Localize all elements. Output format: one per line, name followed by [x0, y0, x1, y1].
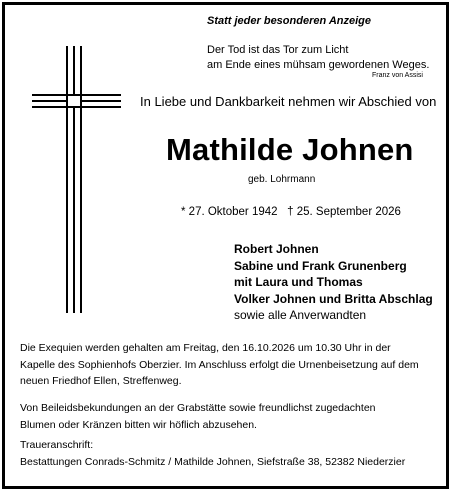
quote-line: Der Tod ist das Tor zum Licht	[207, 44, 349, 56]
cross-icon	[66, 46, 82, 313]
address-label: Traueranschrift:	[20, 439, 94, 451]
motto-heading: Statt jeder besonderen Anzeige	[207, 15, 372, 27]
address-line: Bestattungen Conrads-Schmitz / Mathilde Johnen, Siefstraße 38, 52382 Niederzier	[20, 455, 406, 468]
paragraph-line: Kapelle des Sophienhofs Oberzier. Im Anschluss erfolgt die Urnenbeisetzung auf dem	[20, 358, 419, 371]
paragraph-line: Die Exequien werden gehalten am Freitag, den 16.10.2026 um 10.30 Uhr in der	[20, 342, 391, 354]
paragraph-line: neuen Friedhof Ellen, Streffenweg.	[20, 375, 182, 387]
exequies-paragraph	[20, 340, 419, 390]
condolences-paragraph	[20, 400, 376, 433]
deceased-name: Mathilde Johnen	[166, 132, 414, 167]
paragraph-line: Von Beileidsbekundungen an der Grabstätte sowie freundlichst zugedachten	[20, 402, 376, 414]
intro-text: In Liebe und Dankbarkeit nehmen wir Abschied von	[140, 94, 437, 109]
mourner: mit Laura und Thomas	[234, 275, 363, 289]
mourner: Robert Johnen	[234, 242, 319, 256]
address-block	[20, 437, 405, 470]
life-dates: * 27. Oktober 1942 † 25. September 2026	[181, 206, 401, 218]
quote-author: Franz von Assisi	[372, 72, 423, 79]
mourner: Sabine und Frank Grunenberg	[234, 258, 407, 273]
cross-icon-center	[68, 96, 80, 106]
paragraph-line: Blumen oder Kränzen bitten wir höflich abzusehen.	[20, 418, 257, 431]
mourner: sowie alle Anverwandten	[234, 308, 367, 322]
mourners-list	[234, 241, 433, 324]
birth-name: geb. Lohrmann	[248, 174, 316, 185]
mourner: Volker Johnen und Britta Abschlag	[234, 291, 433, 306]
quote-line: am Ende eines mühsam gewordenen Weges.	[207, 59, 430, 71]
